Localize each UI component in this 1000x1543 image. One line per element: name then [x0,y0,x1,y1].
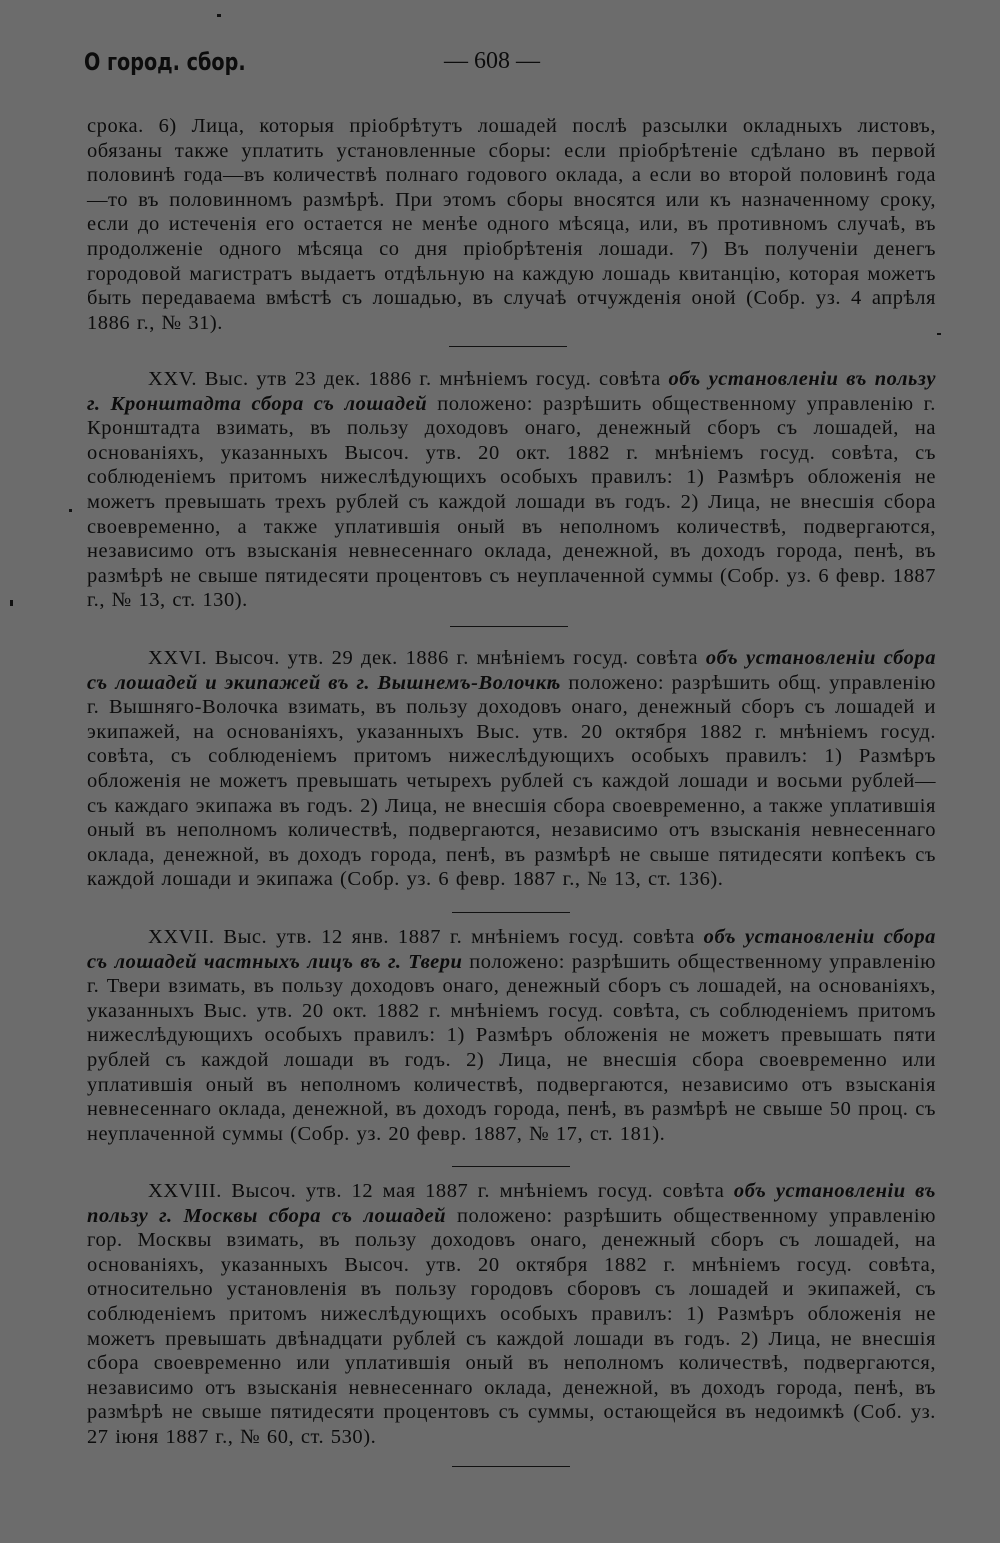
decree-reference: XXVIII. Высоч. утв. 12 мая 1887 г. мнѣніемъ госуд. совѣта [148,1180,725,1202]
page-header [84,48,914,82]
running-title: О город. сбор. [84,48,246,76]
scan-speck [69,509,72,512]
section-divider [452,1166,570,1167]
paragraph-section-xxv [87,367,936,613]
decree-reference: XXVI. Высоч. утв. 29 дек. 1886 г. мнѣніемъ госуд. совѣта [148,647,699,669]
decree-subject: объ установленіи въ пользу г. Кронштадта сбора съ лошадей [87,368,936,415]
decree-subject: объ установленіи въ пользу г. Москвы сбора съ лошадей [87,1180,936,1227]
decree-subject: объ установленіи сбора съ лошадей и экипажей въ г. Вышнемъ-Волочкѣ [87,647,936,694]
decree-body: положено: разрѣшить общественному управленію г. Твери взимать, въ пользу доходовъ онаго, денежный сборъ съ лошадей, на основаніяхъ, указанныхъ Выс. утв. 20 окт. 1882 г. мнѣніемъ госуд. совѣта, съ соблюденіемъ притомъ нижеслѣдующихъ особыхъ правилъ: 1) Размѣръ обложенія не можетъ превышать пяти рублей съ каждой лошади въ годъ. 2) Лица, не внесшія сбора своевременно или уплатившія оный въ неполномъ количествѣ, подвергаются, независимо отъ взысканія невнесеннаго оклада, денежной, въ доходъ города, пенѣ, въ размѣрѣ не свыше 50 проц. съ неуплаченной суммы (Собр. уз. 20 февр. 1887, № 17, ст. 181). [87,950,936,1145]
page-number: — 608 — [444,48,540,74]
decree-reference: XXVII. Выс. утв. 12 янв. 1887 г. мнѣніемъ госуд. совѣта [148,926,695,948]
decree-body: положено: разрѣшить общественному управленію гор. Москвы взимать, въ пользу доходовъ онаго, денежный сборъ съ лошадей, на основаніяхъ, указанныхъ Высоч. утв. 20 октября 1882 г. мнѣніемъ госуд. совѣта, относительно установленія въ пользу городовъ сборовъ съ лошадей и экипажей, съ соблюденіемъ притомъ нижеслѣдующихъ особыхъ правилъ: 1) Размѣръ обложенія не можетъ превышать двѣнадцати рублей съ каждой лошади въ годъ. 2) Лица, не внесшія сбора своевременно или уплатившія оный въ неполномъ количествѣ, подвергаются, независимо отъ взысканія невнесеннаго оклада, денежной, въ доходъ города, пенѣ, въ размѣрѣ не свыше пятидесяти процентовъ съ суммы, остающейся въ недоимкѣ (Соб. уз. 27 іюня 1887 г., № 60, ст. 530). [87,1204,936,1448]
scan-speck [217,14,221,17]
paragraph-section-xxvii [87,925,936,1146]
decree-body: положено: разрѣшить общ. управленію г. Вышняго-Волочка взимать, въ пользу доходовъ онаго, денежный сборъ съ лошадей и экипажей, на основаніяхъ, указанныхъ Выс. утв. 20 октября 1882 г. мнѣніемъ госуд. совѣта, съ соблюденіемъ притомъ нижеслѣдующихъ особыхъ правилъ: 1) Размѣръ обложенія не можетъ превышать четырехъ рублей съ каждой лошади и восьми рублей—съ каждаго экипажа въ годъ. 2) Лица, не внесшія сбора своевременно, а также уплатившія оный въ неполномъ количествѣ, подвергаются, независимо отъ взысканія невнесеннаго оклада, денежной, въ доходъ города, пенѣ, въ размѣрѣ не свыше пятидесяти копѣекъ съ каждой лошади и экипажа (Собр. уз. 6 февр. 1887 г., № 13, ст. 136). [87,671,936,891]
paragraph-continuation: срока. 6) Лица, которыя пріобрѣтутъ лошадей послѣ разсылки окладныхъ листовъ, обязаны также уплатить установленные сборы: если пріобрѣтеніе сдѣлано въ первой половинѣ года—въ количествѣ полнаго годового оклада, а если во второй половинѣ года—то въ половинномъ размѣрѣ. При этомъ сборы вносятся или къ назначенному сроку, если до истеченія его остается не менѣе одного мѣсяца, или, въ противномъ случаѣ, въ продолженіе одного мѣсяца со дня пріобрѣтенія лошади. 7) Въ полученіи денегъ городовой магистратъ выдаетъ отдѣльную на каждую лошадь квитанцію, которая можетъ быть передаваема вмѣстѣ съ лошадью, въ случаѣ отчужденія оной (Собр. уз. 4 апрѣля 1886 г., № 31). [87,115,936,334]
scan-speck [10,600,13,606]
decree-reference: XXV. Выс. утв 23 дек. 1886 г. мнѣніемъ госуд. совѣта [148,368,661,390]
section-divider [449,346,567,347]
scan-speck [937,333,941,335]
section-divider [450,626,568,627]
section-divider [452,912,570,913]
paragraph-section-xxviii [87,1179,936,1450]
decree-body: положено: разрѣшить общественному управленію г. Кронштадта взимать, въ пользу доходовъ онаго, денежный сборъ съ лошадей, на основаніяхъ, указанныхъ Высоч. утв. 20 окт. 1882 г. мнѣніемъ госуд. совѣта, съ соблюденіемъ притомъ нижеслѣдующихъ особыхъ правилъ: 1) Размѣръ обложенія не можетъ превышать трехъ рублей съ каждой лошади въ годъ. 2) Лица, не внесшія сбора своевременно, а также уплатившія оный въ неполномъ количествѣ, подвергаются, независимо отъ взысканія невнесеннаго оклада, денежной, въ доходъ города, пенѣ, въ размѣрѣ не свыше пятидесяти процентовъ съ неуплаченной суммы (Собр. уз. 6 февр. 1887 г., № 13, ст. 130). [87,392,936,612]
decree-subject: объ установленіи сбора съ лошадей частныхъ лицъ въ г. Твери [87,926,936,973]
paragraph-section-xxvi [87,646,936,892]
end-rule [452,1466,570,1467]
